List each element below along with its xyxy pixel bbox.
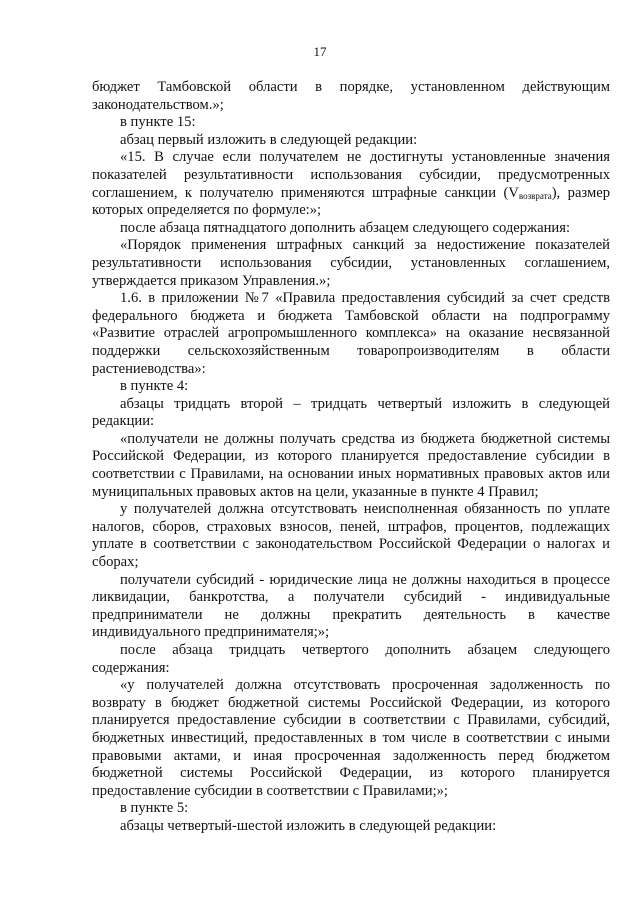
paragraph: 1.6. в приложении №7 «Правила предоставления субсидий за счет средств федерального бюджета и бюджета Тамбовской области на подпрограмму «Развитие отраслей агропромышленного комплекса» на оказание несвязанной поддержки сельскохозяйственным товаропроизводителям в области растениеводства»:: [92, 290, 610, 377]
paragraph: у получателей должна отсутствовать неисполненная обязанность по уплате налогов, сборов, страховых взносов, пеней, штрафов, процентов, подлежащих уплате в соответствии с законодательством Российской Федерации о налогах и сборах;: [92, 501, 610, 571]
paragraph: после абзаца пятнадцатого дополнить абзацем следующего содержания:: [120, 219, 570, 236]
paragraph: абзацы четвертый-шестой изложить в следующей редакции:: [120, 817, 497, 834]
paragraph: в пункте 15:: [120, 114, 196, 131]
paragraph: бюджет Тамбовской области в порядке, установленном действующим законодательством.»;: [92, 79, 610, 113]
paragraph: в пункте 4:: [120, 378, 189, 395]
document-body: [92, 79, 610, 836]
page-number: 17: [313, 44, 327, 59]
paragraph: абзац первый изложить в следующей редакции:: [120, 131, 418, 148]
paragraph: абзацы тридцать второй – тридцать четвертый изложить в следующей редакции:: [92, 395, 610, 430]
paragraph: получатели субсидий - юридические лица не должны находиться в процессе ликвидации, банкротства, а получатели субсидий - индивидуальные предприниматели не должны прекратить деятельность в качестве индивидуального предпринимателя;»;: [92, 571, 610, 641]
paragraph: «Порядок применения штрафных санкций за недостижение показателей результативности использования субсидии, установленных соглашением, утверждается приказом Управления.»;: [92, 237, 610, 289]
paragraph: «у получателей должна отсутствовать просроченная задолженность по возврату в бюджет бюджетной системы Российской Федерации, из которого планируется предоставление субсидии в соответствии с Правилами, субсидий, бюджетных инвестиций, предоставленных в том числе в соответствии с иными правовыми актами, и иная просроченная задолженность перед бюджетом бюджетной системы Российской Федерации, из которого планируется предоставление субсидии в соответствии с Правилами;»;: [92, 677, 610, 799]
paragraph: «получатели не должны получать средства из бюджета бюджетной системы Российской Федерации, из которого планируется предоставление субсидии в соответствии с Правилами, на основании иных нормативных правовых актов или муниципальных правовых актов на цели, указанные в пункте 4 Правил;: [92, 430, 610, 500]
paragraph: [92, 149, 610, 219]
paragraph-text: «15. В случае если получателем не достигнуты установленные значения показателей результативности использования субсидии, предусмотренных соглашением, к получателю применяются штрафные санкции (V: [92, 149, 610, 201]
paragraph-text: ), размер которых определяется по формуле:»;: [92, 184, 610, 219]
formula-subscript: возврата: [518, 190, 552, 201]
paragraph: после абзаца тридцать четвертого дополнить абзацем следующего содержания:: [92, 642, 610, 676]
paragraph: в пункте 5:: [120, 800, 189, 817]
